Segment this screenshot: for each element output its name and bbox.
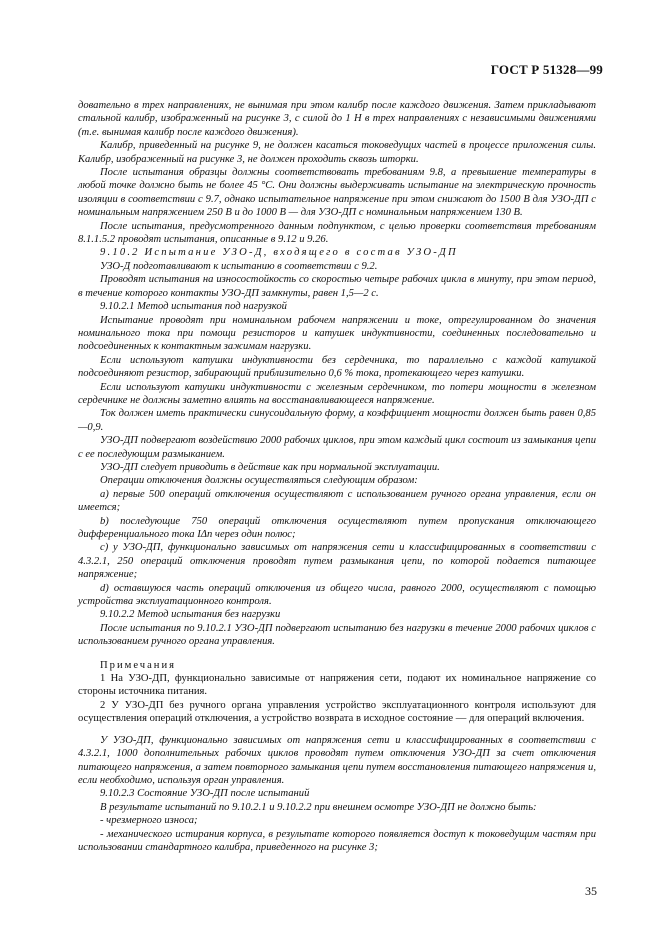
paragraph: В результате испытаний по 9.10.2.1 и 9.10.2.2 при внешнем осмотре УЗО-ДП не должно быть: (100, 801, 537, 813)
document-body (78, 99, 596, 854)
page-number: 35 (585, 884, 597, 898)
section-heading: 9.10.2.1 Метод испытания под нагрузкой (100, 301, 287, 313)
paragraph: После испытания, предусмотренного данным подпунктом, с целью проверки соответствия требованиям 8.1.1.5.2 проводят испытания, описанные в 9.12 и 9.26. (78, 220, 596, 246)
paragraph: УЗО-ДП подвергают воздействию 2000 рабочих циклов, при этом каждый цикл состоит из замыкания цепи с ее последующим размыканием. (78, 435, 596, 460)
paragraph: Проводят испытания на износостойкость со скоростью четыре рабочих цикла в минуту, при этом период, в течение которого контакты УЗО-ДП замкнуты, равен 1,5—2 с. (78, 274, 596, 299)
paragraph: УЗО-ДП следует приводить в действие как при нормальной эксплуатации. (100, 461, 440, 473)
paragraph: После испытания образцы должны соответствовать требованиям 9.8, а превышение температуры в любой точке должно быть не более 45 °С. Они должны выдерживать испытание на электрическую прочность изоляции в соответствии с 9.7, однако испытательное напряжение при этом снижают до 1500 В для УЗО-ДП с номинальным напряжением 250 В и до 1000 В — для УЗО-ДП с номинальным напряжением 130 В. (78, 167, 596, 219)
list-item: а) первые 500 операций отключения осуществляют с использованием ручного органа управления, если он имеется; (78, 488, 596, 514)
paragraph: У УЗО-ДП, функционально зависимых от напряжения сети и классифицированных в соответствии с 4.3.2.1, 1000 дополнительных рабочих циклов проводят путем отключения УЗО-ДП за счет отключения питающего напряжения, а затем повторного замыкания цепи путем восстановления питающего напряжения и, если необходимо, используя орган управления. (78, 734, 596, 786)
list-item: d) оставшуюся часть операций отключения из общего числа, равного 2000, осуществляют с помощью устройства эксплуатационного контроля. (78, 582, 596, 608)
paragraph: После испытания по 9.10.2.1 УЗО-ДП подвергают испытанию без нагрузки в течение 2000 рабочих циклов с использованием ручного органа управления. (78, 622, 596, 648)
notes-block (78, 659, 596, 726)
paragraph: Калибр, приведенный на рисунке 9, не должен касаться токоведущих частей в процессе приложения силы. Калибр, изображенный на рисунке 3, не должен проходить сквозь шторки. (78, 140, 596, 165)
list-item: - чрезмерного износа; (100, 815, 198, 827)
note-item: 1 На УЗО-ДП, функционально зависимые от напряжения сети, подают их номинальное напряжение со стороны источника питания. (78, 673, 596, 698)
paragraph: Операции отключения должны осуществляться следующим образом: (100, 475, 418, 487)
note-item: 2 У УЗО-ДП без ручного органа управления устройство эксплуатационного контроля используют для осуществления операций отключения, а устройство возврата в исходное состояние — для операций включения. (78, 699, 596, 725)
section-heading: 9.10.2.2 Метод испытания без нагрузки (100, 609, 281, 621)
notes-title: Примечания (100, 659, 176, 671)
paragraph: довательно в трех направлениях, не вынимая при этом калибр после каждого движения. Затем прикладывают стальной калибр, изображенный на рисунке 3, с силой до 1 Н в трех направлениях с независимыми движениями (т.е. вынимая калибр после каждого движения). (78, 100, 596, 138)
paragraph: Испытание проводят при номинальном рабочем напряжении и токе, отрегулированном до значения номинального тока при помощи резисторов и катушек индуктивности, соединенных последовательно и подсоединенных к контактным зажимам нагрузки. (78, 314, 596, 353)
paragraph: Если используют катушки индуктивности с железным сердечником, то потери мощности в железном сердечнике не должны заметно влиять на восстанавливающееся напряжение. (78, 381, 596, 406)
list-item: b) последующие 750 операций отключения осуществляют путем пропускания отключающего дифференциального тока IΔn через один полюс; (78, 515, 596, 540)
list-item: c) у УЗО-ДП, функционально зависимых от напряжения сети и классифицированных в соответствии с 4.3.2.1, 250 операций отключения проводят путем размыкания цепи, по которой подается питающее напряжение; (78, 542, 596, 581)
paragraph: Если используют катушки индуктивности без сердечника, то параллельно с каждой катушкой подсоединяют резистор, забирающий приблизительно 0,6 % тока, протекающего через катушки. (78, 354, 596, 380)
list-item: - механического истирания корпуса, в результате которого появляется доступ к токоведущим частям при использовании стандартного калибра, приведенного на рисунке 3; (78, 828, 596, 853)
standard-header: ГОСТ Р 51328—99 (490, 62, 603, 77)
section-heading: 9.10.2 Испытание УЗО-Д, входящего в состав УЗО-ДП (100, 247, 458, 259)
section-heading: 9.10.2.3 Состояние УЗО-ДП после испытаний (100, 788, 310, 800)
paragraph: Ток должен иметь практически синусоидальную форму, а коэффициент мощности должен быть равен 0,85—0,9. (78, 408, 596, 433)
paragraph: УЗО-Д подготавливают к испытанию в соответствии с 9.2. (100, 260, 378, 272)
